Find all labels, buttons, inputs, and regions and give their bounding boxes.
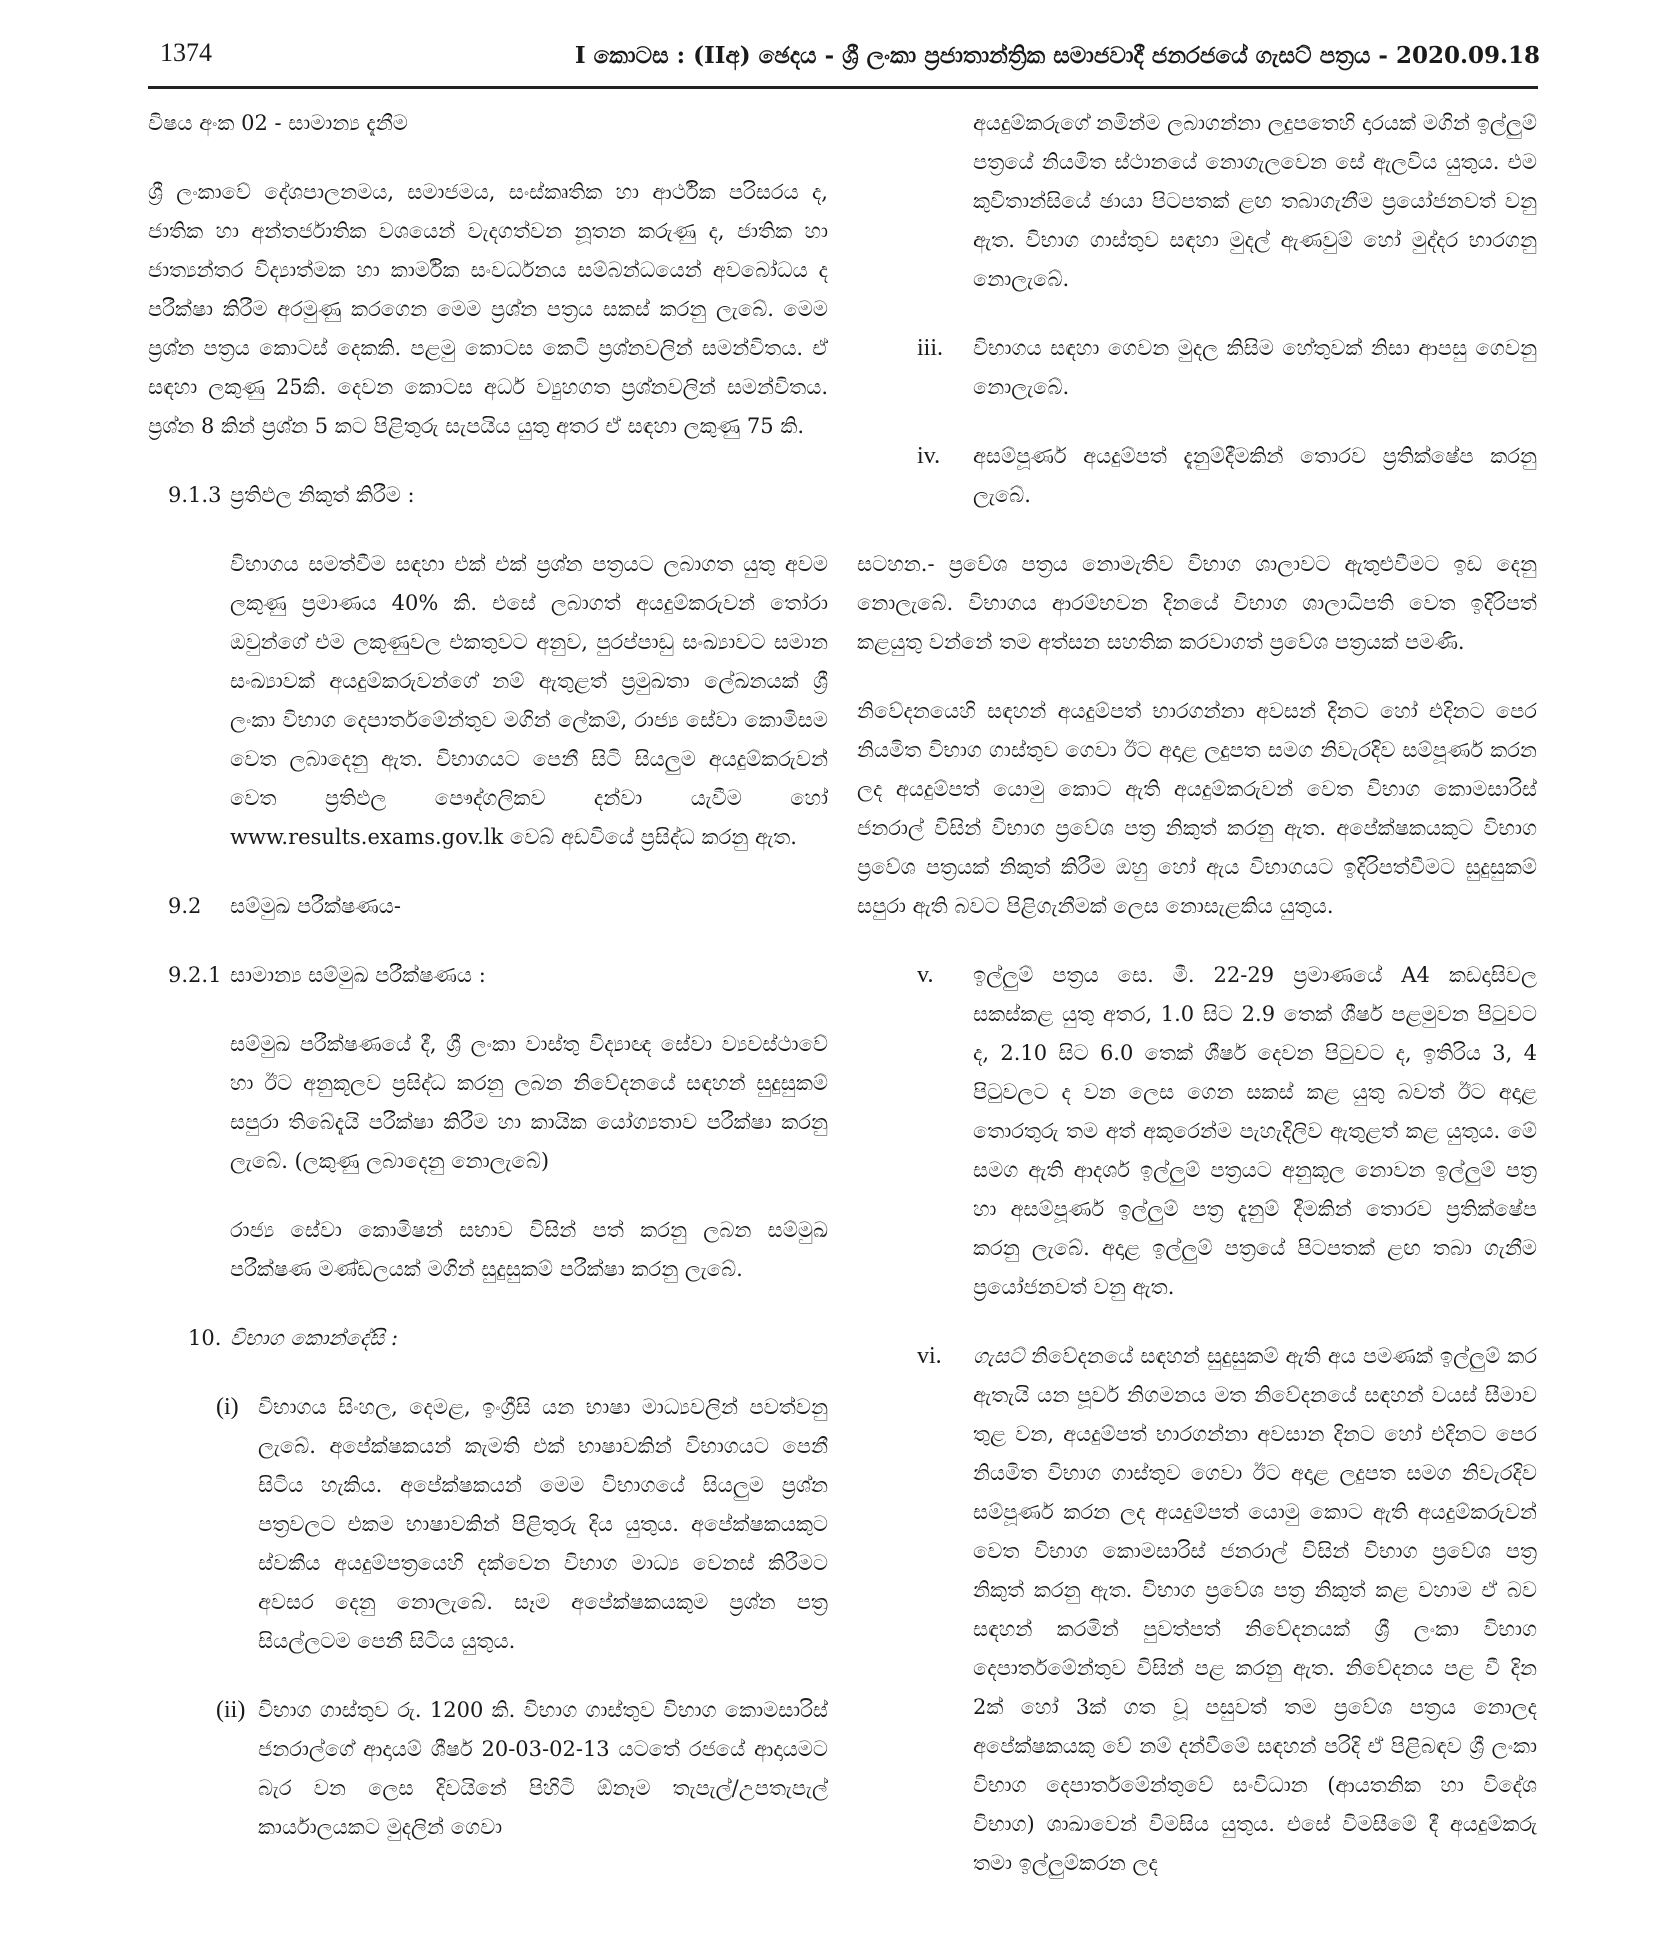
condition-label: (ii)	[216, 1697, 246, 1723]
condition-text: විභාග ගාස්තුව රු. 1200 කි. විභාග ගාස්තුව විභාග කොමසාරිස් ජනරාල්ගේ ආදායම් ශීර්ෂ 20-03-02-13 යටතේ රජයේ ආදායමට බැර වන ලෙස දිවයිනේ පිහිටි ඕනෑම තැපැල්/උපතැපැල් කාර්යාලයකට මුදලින් ගෙවා	[258, 1698, 828, 1839]
condition-item	[917, 1337, 1537, 1883]
condition-text: අසම්පූර්ණ අයදුම්පත් දැනුම්දීමකින් තොරව ප්‍රතික්ෂේප කරනු ලැබේ.	[973, 444, 1537, 507]
section-9-2-1-heading	[168, 956, 828, 995]
interview-paragraph-2: රාජ්‍ය සේවා කොමිෂන් සභාව විසින් පත් කරනු ලබන සම්මුඛ පරීක්ෂණ මණ්ඩලයක් මගින් සුදුසුකම් පරීක්ෂා කරනු ලැබේ.	[230, 1218, 828, 1281]
section-number: 9.2.1	[168, 963, 222, 987]
section-10-heading	[188, 1319, 828, 1358]
section-title: සාමාන්‍ය සම්මුඛ පරීක්ෂණය :	[230, 963, 486, 987]
condition-item	[917, 329, 1537, 407]
condition-label: vi.	[917, 1343, 942, 1369]
condition-label: (i)	[216, 1394, 239, 1420]
gazette-title: I කොටස : (IIඅ) ඡෙදය - ශ්‍රී ලංකා ප්‍රජාතාන්ත්‍රික සමාජවාදී ජනරජයේ ගැසට් පත්‍රය - 2020.09.18	[574, 42, 1540, 69]
subject-heading: විෂය අංක 02 - සාමාන්‍ය දැනීම	[148, 111, 408, 135]
section-9-1-3-heading	[168, 476, 828, 515]
section-number: 9.1.3	[168, 483, 222, 507]
section-title: ප්‍රතිඵල නිකුත් කිරීම :	[230, 483, 415, 507]
condition-text-body: නිවේදනයේ සඳහන් සුදුසුකම් ඇති අය පමණක් ඉල්ලුම් කර ඇතැයි යන පූර්ව නිගමනය මත නිවේදනයේ සඳහන් වයස් සීමාව තුළ වන, අයදුම්පත් භාරගන්නා අවසාන දිනට හෝ එදිනට පෙර නියමිත විභාග ගාස්තුව ගෙවා ඊට අදාළ ලදුපත සමග නිවැරදිව සම්පූර්ණ කරන ලද අයදුම්පත් යොමු කොට ඇති අයදුම්කරුවන් වෙත විභාග කොමසාරිස් ජනරාල් විසින් විභාග ප්‍රවේශ පත්‍ර නිකුත් කරනු ඇත. විභාග ප්‍රවේශ පත්‍ර නිකුත් කළ වහාම ඒ බව සඳහන් කරමින් පුවත්පත් නිවේදනයක් ශ්‍රී ලංකා විභාග දෙපාර්තමේන්තුව විසින් පළ කරනු ඇත. නිවේදනය පළ වී දින 2ක් හෝ 3ක් ගත වූ පසුවත් තම ප්‍රවේශ පත්‍රය නොලද අපේක්ෂකයකු වේ නම් දන්වීමේ සඳහන් පරිදි ඒ පිළිබඳව ශ්‍රී ලංකා විභාග දෙපාර්තමේන්තුවේ සංවිධාන (ආයතනික හා විදේශ විභාග) ශාඛාවෙන් විමසිය යුතුය. එසේ විමසීමේ දී අයදුම්කරු තමා ඉල්ලුම්කරන ලද	[973, 1344, 1537, 1875]
condition-item	[216, 1388, 828, 1661]
gazette-word: ගැසට්	[973, 1344, 1025, 1368]
condition-label: iv.	[917, 443, 941, 469]
condition-text: විභාගය සිංහල, දෙමළ, ඉංග්‍රීසි යන භාෂා මාධ්‍යවලින් පවත්වනු ලැබේ. අපේක්ෂකයන් කැමති එක් භාෂාවකින් විභාගයට පෙනී සිටිය හැකිය. අපේක්ෂකයන් මෙම විභාගයේ සියලුම ප්‍රශ්න පත්‍රවලට එකම භාෂාවකින් පිළිතුරු දිය යුතුය. අපේක්ෂකයකුට ස්වකීය අයදුම්පත්‍රයෙහි දක්වෙන විභාග මාධ්‍ය වෙනස් කිරීමට අවසර දෙනු නොලැබේ. සෑම අපේක්ෂකයකුම ප්‍රශ්න පත්‍ර සියල්ලටම පෙනී සිටිය යුතුය.	[258, 1395, 828, 1653]
condition-item	[917, 437, 1537, 515]
condition-item	[917, 956, 1537, 1307]
condition-text	[973, 1337, 1537, 1883]
page-number: 1374	[160, 38, 212, 67]
note-paragraph: සටහන.- ප්‍රවේශ පත්‍රය නොමැතිව විභාග ශාලාවට ඇතුළුවීමට ඉඩ දෙනු නොලැබේ. විභාගය ආරම්භවන දිනයේ විභාග ශාලාධිපති වෙත ඉදිරිපත් කළයුතු වන්නේ තම අත්සන සහතික කරවාගත් ප්‍රවේශ පත්‍රයක් පමණි.	[857, 552, 1537, 654]
continued-paragraph: අයදුම්කරුගේ නමින්ම ලබාගන්නා ලදුපතෙහි දාරයක් මගින් ඉල්ලුම් පත්‍රයේ නියමිත ස්ථානයේ නොගැලවෙන සේ ඇලවිය යුතුය. එම කුවිතාන්සියේ ඡායා පිටපතක් ළඟ තබාගැනීම ප්‍රයෝජනවත් වනු ඇත. විභාග ගාස්තුව සඳහා මුදල් ඇණවුම් හෝ මුද්දර භාරගනු නොලැබේ.	[973, 111, 1537, 291]
section-9-2-heading	[168, 887, 828, 926]
results-paragraph: විභාගය සමත්වීම සඳහා එක් එක් ප්‍රශ්න පත්‍රයට ලබාගත යුතු අවම ලකුණු ප්‍රමාණය 40% කි. එසේ ලබාගත් අයදුම්කරුවන් තෝරා ඔවුන්ගේ එම ලකුණුවල එකතුවට අනුව, පුරප්පාඩු සංඛ්‍යාවට සමාන සංඛ්‍යාවක් අයදුම්කරුවන්ගේ නම් ඇතුළත් ප්‍රමුඛතා ලේඛනයක් ශ්‍රී ලංකා විභාග දෙපාර්තමේන්තුව මගින් ලේකම්, රාජ්‍ය සේවා කොමිසම වෙත ලබාදෙනු ඇත. විභාගයට පෙනී සිටි සියලුම අයදුම්කරුවන් වෙත ප්‍රතිඵල පෞද්ගලිකව දන්වා යැවීම හෝ www.results.exams.gov.lk වෙබ් අඩවියේ ප්‍රසිද්ධ කරනු ඇත.	[230, 552, 828, 849]
right-column	[857, 104, 1537, 1883]
condition-text: විභාගය සඳහා ගෙවන මුදල කිසිම හේතුවක් නිසා ආපසු ගෙවනු නොලැබේ.	[973, 336, 1537, 399]
subject-paragraph: ශ්‍රී ලංකාවේ දේශපාලනමය, සමාජමය, සංස්කෘතික හා ආර්ථික පරිසරය ද, ජාතික හා අන්තර්ජාතික වශයෙන් වැදගත්වන නූතන කරුණු ද, ජාතික හා ජාත්‍යන්තර විද්‍යාත්මක හා කාර්මික සංවර්ධනය සම්බන්ධයෙන් අවබෝධය ද පරීක්ෂා කිරීම අරමුණු කරගෙන මෙම ප්‍රශ්න පත්‍රය සකස් කරනු ලැබේ. මෙම ප්‍රශ්න පත්‍රය කොටස් දෙකකි. පළමු කොටස කෙටි ප්‍රශ්නවලින් සමන්විතය. ඒ සඳහා ලකුණු 25කි. දෙවන කොටස අර්ධ ව්‍යුහගත ප්‍රශ්නවලින් සමන්විතය. ප්‍රශ්න 8 කින් ප්‍රශ්න 5 කට පිළිතුරු සැපයිය යුතු අතර ඒ සඳහා ලකුණු 75 කි.	[148, 180, 828, 438]
section-number: 9.2	[168, 894, 202, 918]
section-title: විභාග කොන්දේසි :	[230, 1326, 399, 1350]
section-number: 10.	[188, 1326, 222, 1350]
condition-label: iii.	[917, 335, 944, 361]
left-column	[148, 104, 828, 1847]
header-rule	[148, 86, 1538, 89]
condition-label: v.	[917, 962, 934, 988]
page-header	[160, 38, 1540, 86]
section-title: සම්මුඛ පරීක්ෂණය-	[230, 894, 401, 918]
condition-text: ඉල්ලුම් පත්‍රය සෙ. මී. 22-29 ප්‍රමාණයේ A4 කඩදාසිවල සකස්කළ යුතු අතර, 1.0 සිට 2.9 තෙක් ශීර්ෂ පළමුවන පිටුවට ද, 2.10 සිට 6.0 තෙක් ශීර්ෂ දෙවන පිටුවට ද, ඉතිරිය 3, 4 පිටුවලට ද වන ලෙස ගෙන සකස් කළ යුතු බවත් ඊට අදාළ තොරතුරු තම අත් අකුරෙන්ම පැහැදිලිව ඇතුළත් කළ යුතුය. මේ සමග ඇති ආදර්ශ ඉල්ලුම් පත්‍රයට අනුකූල නොවන ඉල්ලුම් පත්‍ර හා අසම්පූර්ණ ඉල්ලුම් පත්‍ර දැනුම් දීමකින් තොරව ප්‍රතික්ෂේප කරනු ලැබේ. අදාළ ඉල්ලුම් පත්‍රයේ පිටපතක් ළඟ තබා ගැනීම ප්‍රයෝජනවත් වනු ඇත.	[973, 963, 1537, 1299]
interview-paragraph-1: සම්මුඛ පරීක්ෂණයේ දී, ශ්‍රී ලංකා වාස්තු විද්‍යාඥ සේවා ව්‍යවස්ථාවේ හා ඊට අනුකූලව ප්‍රසිද්ධ කරනු ලබන නිවේදනයේ සඳහන් සුදුසුකම් සපුරා තිබේදැයි පරීක්ෂා කිරීම හා කායික යෝග්‍යතාව පරීක්ෂා කරනු ලැබේ. (ලකුණු ලබාදෙනු නොලැබේ)	[230, 1032, 828, 1173]
admission-paragraph: නිවේදනයෙහි සඳහන් අයදුම්පත් භාරගන්නා අවසන් දිනට හෝ එදිනට පෙර නියමිත විභාග ගාස්තුව ගෙවා ඊට අදාළ ලදුපත සමග නිවැරදිව සම්පූර්ණ කරන ලද අයදුම්පත් යොමු කොට ඇති අයදුම්කරුවන් වෙත විභාග කොමසාරිස් ජනරාල් විසින් විභාග ප්‍රවේශ පත්‍ර නිකුත් කරනු ඇත. අපේක්ෂකයකුට විභාග ප්‍රවේශ පත්‍රයක් නිකුත් කිරීම ඔහු හෝ ඇය විභාගයට ඉදිරිපත්වීමට සුදුසුකම් සපුරා ඇති බවට පිළිගැනීමක් ලෙස නොසැළකිය යුතුය.	[857, 699, 1537, 918]
condition-item	[216, 1691, 828, 1847]
